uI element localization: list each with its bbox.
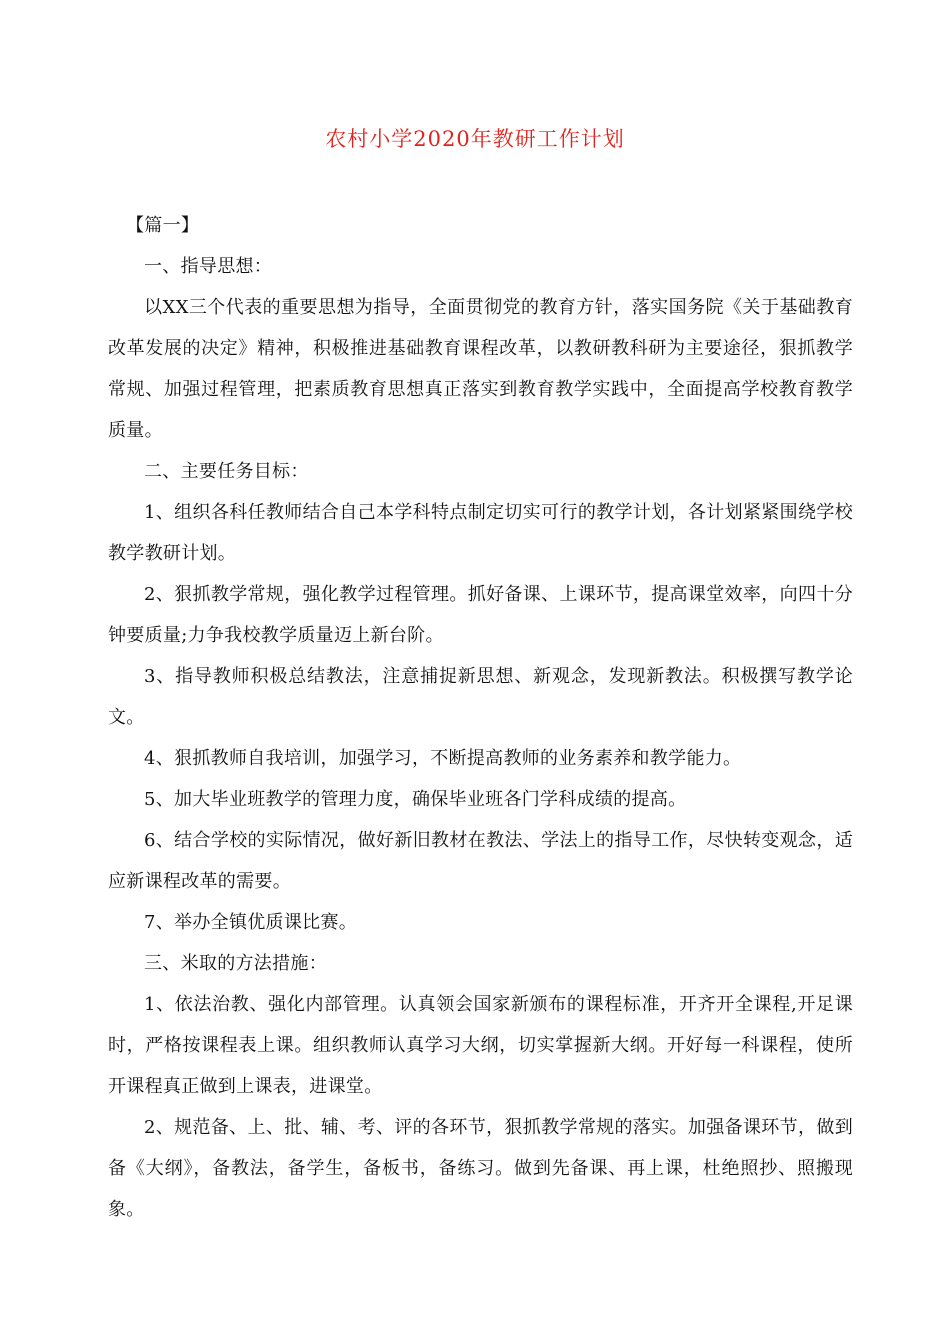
task-item-1: 1、组织各科任教师结合自己本学科特点制定切实可行的教学计划，各计划紧紧围绕学校教学教研计划。 (108, 502, 853, 564)
document-title: 农村小学2020年教研工作计划 (325, 127, 625, 151)
task-item-2: 2、狠抓教学常规，强化教学过程管理。抓好备课、上课环节，提高课堂效率，向四十分钟要质量;力争我校教学质量迈上新台阶。 (108, 584, 853, 646)
task-item-6: 6、结合学校的实际情况，做好新旧教材在教法、学法上的指导工作，尽快转变观念，适应新课程改革的需要。 (108, 830, 853, 892)
paragraph-guiding-ideology: 以XX三个代表的重要思想为指导，全面贯彻党的教育方针，落实国务院《关于基础教育改革发展的决定》精神，积极推进基础教育课程改革，以教研教科研为主要途径，狠抓教学常规、加强过程管理，把素质教育思想真正落实到教育教学实践中，全面提高学校教育教学质量。 (108, 297, 853, 441)
heading-methods: 三、米取的方法措施： (144, 953, 327, 974)
heading-main-tasks: 二、主要任务目标： (144, 461, 309, 482)
heading-guiding-ideology: 一、指导思想： (144, 256, 273, 277)
task-item-4: 4、狠抓教师自我培训，加强学习，不断提高教师的业务素养和教学能力。 (144, 748, 742, 769)
task-item-5: 5、加大毕业班教学的管理力度，确保毕业班各门学科成绩的提高。 (144, 789, 687, 810)
method-item-1: 1、依法治教、强化内部管理。认真领会国家新颁布的课程标准，开齐开全课程,开足课时，严格按课程表上课。组织教师认真学习大纲，切实掌握新大纲。开好每一科课程，使所开课程真正做到上课表，进课堂。 (108, 994, 853, 1097)
task-item-7: 7、举办全镇优质课比赛。 (144, 912, 358, 933)
method-item-2: 2、规范备、上、批、辅、考、评的各环节，狠抓教学常规的落实。加强备课环节，做到备《大纲》，备教法，备学生，备板书，备练习。做到先备课、再上课，杜绝照抄、照搬现象。 (108, 1117, 853, 1220)
task-item-3: 3、指导教师积极总结教法，注意捕捉新思想、新观念，发现新教法。积极撰写教学论文。 (108, 666, 853, 728)
document-body (108, 205, 853, 1230)
section-marker: 【篇一】 (126, 215, 200, 236)
